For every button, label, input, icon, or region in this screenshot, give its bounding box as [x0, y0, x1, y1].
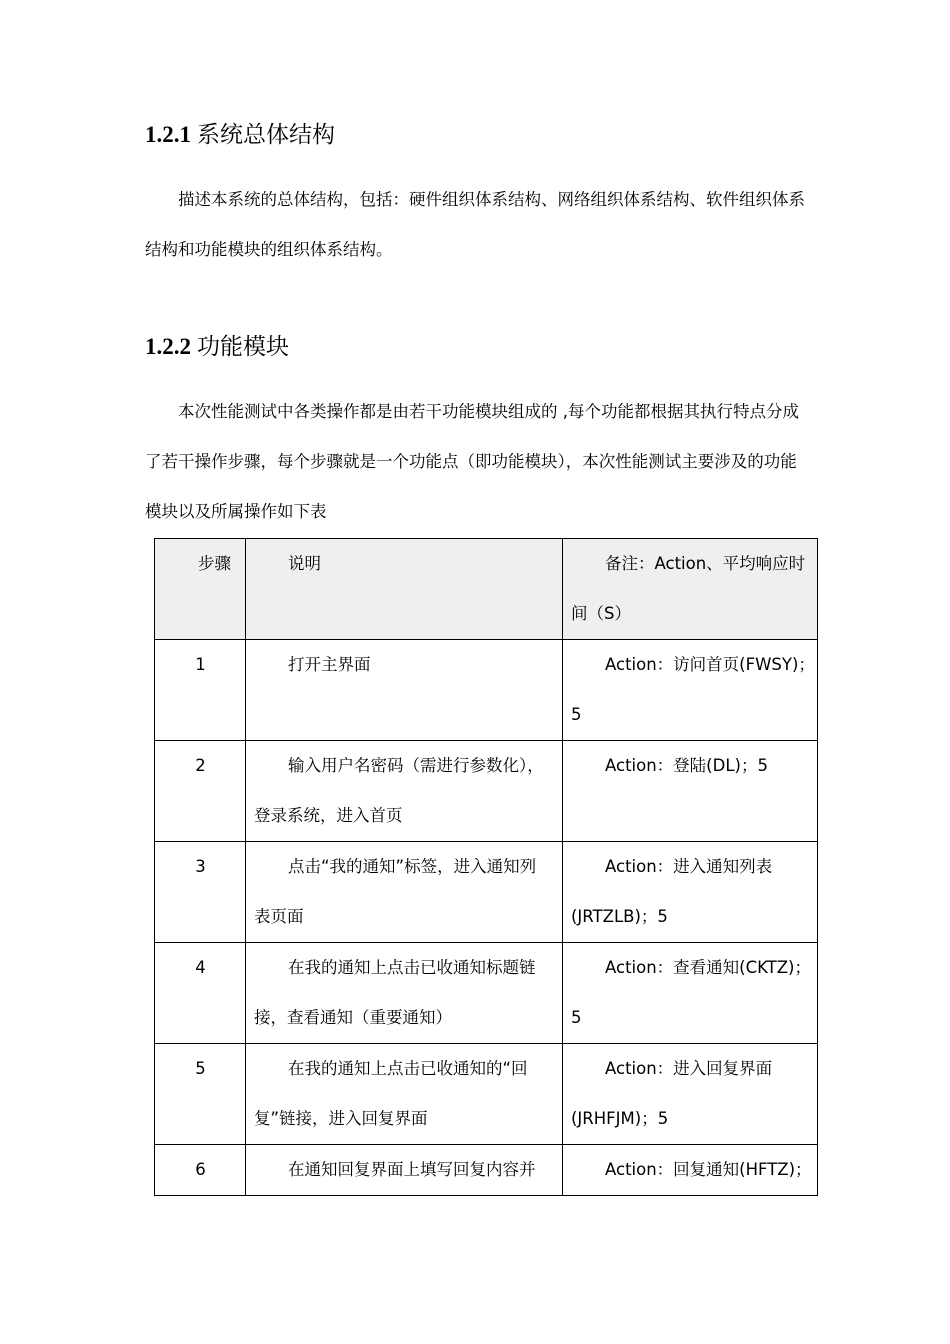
- section-number: 1.2.1: [145, 122, 191, 147]
- section-paragraph: [145, 387, 810, 537]
- note-cell: Action：访问首页(FWSY)； 5: [563, 640, 818, 741]
- table-row: [155, 842, 818, 943]
- note-cell: Action：登陆(DL)；5: [563, 741, 818, 842]
- description-cell: 输入用户名密码（需进行参数化）， 登录系统，进入首页: [246, 741, 563, 842]
- table-row: [155, 943, 818, 1044]
- paragraph-line: 描述本系统的总体结构，包括：硬件组织体系结构、网络组织体系结构、软件组织体系: [178, 190, 805, 209]
- table-row: [155, 640, 818, 741]
- paragraph-line: 了若干操作步骤，每个步骤就是一个功能点（即功能模块），本次性能测试主要涉及的功能: [145, 452, 797, 471]
- section-heading-1-2-1: [145, 119, 335, 150]
- description-cell: 在我的通知上点击已收通知的“回 复”链接，进入回复界面: [246, 1044, 563, 1145]
- table-header-row: [155, 539, 818, 640]
- description-cell: 打开主界面: [246, 640, 563, 741]
- header-note: 备注：Action、平均响应时 间（S）: [563, 539, 818, 640]
- section-number: 1.2.2: [145, 334, 191, 359]
- paragraph-line: 模块以及所属操作如下表: [145, 502, 327, 521]
- header-step: 步骤: [155, 539, 246, 640]
- description-cell: 在通知回复界面上填写回复内容并: [246, 1145, 563, 1196]
- section-title: 系统总体结构: [197, 122, 335, 148]
- section-heading-1-2-2: [145, 331, 289, 362]
- function-module-table: [154, 538, 818, 1196]
- step-cell: 1: [155, 640, 246, 741]
- step-cell: 3: [155, 842, 246, 943]
- description-cell: 在我的通知上点击已收通知标题链 接，查看通知（重要通知）: [246, 943, 563, 1044]
- note-cell: Action：进入回复界面 (JRHFJM)；5: [563, 1044, 818, 1145]
- table-row: [155, 741, 818, 842]
- table-row: [155, 1044, 818, 1145]
- step-cell: 4: [155, 943, 246, 1044]
- section-title: 功能模块: [197, 334, 289, 360]
- step-cell: 6: [155, 1145, 246, 1196]
- paragraph-line: 本次性能测试中各类操作都是由若干功能模块组成的 ,每个功能都根据其执行特点分成: [178, 402, 799, 421]
- step-cell: 2: [155, 741, 246, 842]
- step-cell: 5: [155, 1044, 246, 1145]
- description-cell: 点击“我的通知”标签，进入通知列 表页面: [246, 842, 563, 943]
- note-cell: Action：回复通知(HFTZ)；: [563, 1145, 818, 1196]
- header-description: 说明: [246, 539, 563, 640]
- paragraph-line: 结构和功能模块的组织体系结构。: [145, 240, 393, 259]
- section-paragraph: [145, 175, 810, 275]
- note-cell: Action：进入通知列表 (JRTZLB)；5: [563, 842, 818, 943]
- note-cell: Action：查看通知(CKTZ)； 5: [563, 943, 818, 1044]
- table-row: [155, 1145, 818, 1196]
